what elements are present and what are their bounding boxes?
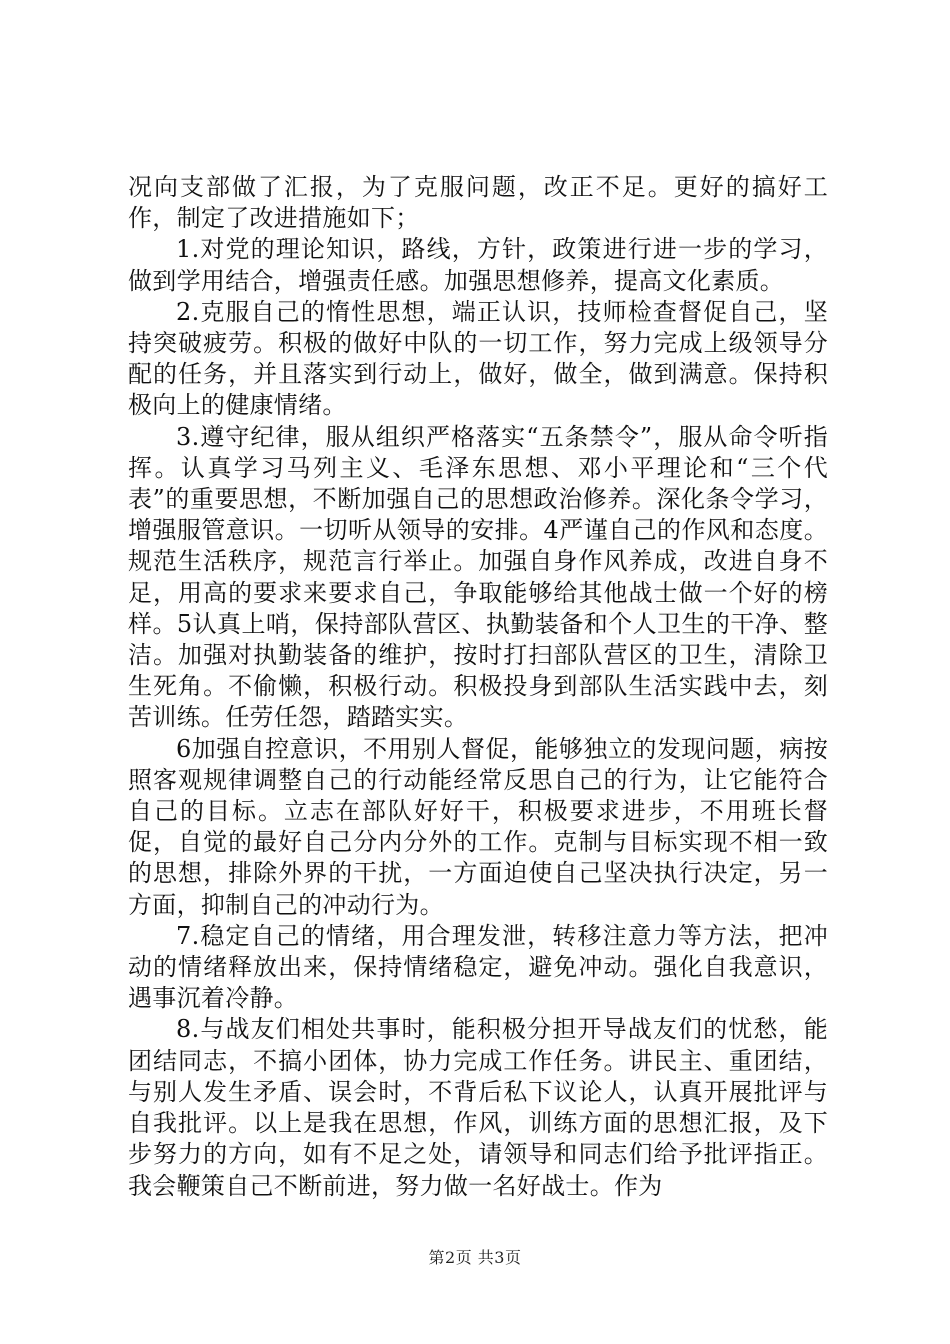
paragraph-item-3: 3.遵守纪律，服从组织严格落实“五条禁令”，服从命令听指挥。认真学习马列主义、毛泽东思想、邓小平理论和“三个代表”的重要思想，不断加强自己的思想政治修养。深化条令学习，增强服管意识。一切听从领导的安排。4严谨自己的作风和态度。规范生活秩序，规范言行举止。加强自身作风养成，改进自身不足，用高的要求来要求自己，争取能够给其他战士做一个好的榜样。5认真上哨，保持部队营区、执勤装备和个人卫生的干净、整洁。加强对执勤装备的维护，按时打扫部队营区的卫生，清除卫生死角。不偷懒，积极行动。积极投身到部队生活实践中去，刻苦训练。任劳任怨，踏踏实实。: [128, 422, 828, 732]
page-number-footer: 第2页 共3页: [428, 1248, 522, 1267]
document-body: [128, 172, 828, 1202]
paragraph-item-6: 6加强自控意识，不用别人督促，能够独立的发现问题，病按照客观规律调整自己的行动能经常反思自己的行为，让它能符合自己的目标。立志在部队好好干，积极要求进步，不用班长督促，自觉的最好自己分内分外的工作。克制与目标实现不相一致的思想，排除外界的干扰，一方面迫使自己坚决执行决定，另一方面，抑制自己的冲动行为。: [128, 734, 828, 919]
paragraph-continuation: 况向支部做了汇报，为了克服问题，改正不足。更好的搞好工作，制定了改进措施如下；: [128, 173, 828, 233]
paragraph-item-7: 7.稳定自己的情绪，用合理发泄，转移注意力等方法，把冲动的情绪释放出来，保持情绪稳定，避免冲动。强化自我意识，遇事沉着冷静。: [128, 921, 828, 1013]
paragraph-item-2: 2.克服自己的惰性思想，端正认识，技师检查督促自己，坚持突破疲劳。积极的做好中队的一切工作，努力完成上级领导分配的任务，并且落实到行动上，做好，做全，做到满意。保持积极向上的健康情绪。: [128, 297, 828, 420]
paragraph-item-8: 8.与战友们相处共事时，能积极分担开导战友们的忧愁，能团结同志，不搞小团体，协力完成工作任务。讲民主、重团结，与别人发生矛盾、误会时，不背后私下议论人，认真开展批评与自我批评。以上是我在思想，作风，训练方面的思想汇报，及下步努力的方向，如有不足之处，请领导和同志们给予批评指正。我会鞭策自己不断前进，努力做一名好战士。作为: [128, 1015, 828, 1200]
paragraph-item-1: 1.对党的理论知识，路线，方针，政策进行进一步的学习，做到学用结合，增强责任感。加强思想修养，提高文化素质。: [128, 235, 828, 295]
